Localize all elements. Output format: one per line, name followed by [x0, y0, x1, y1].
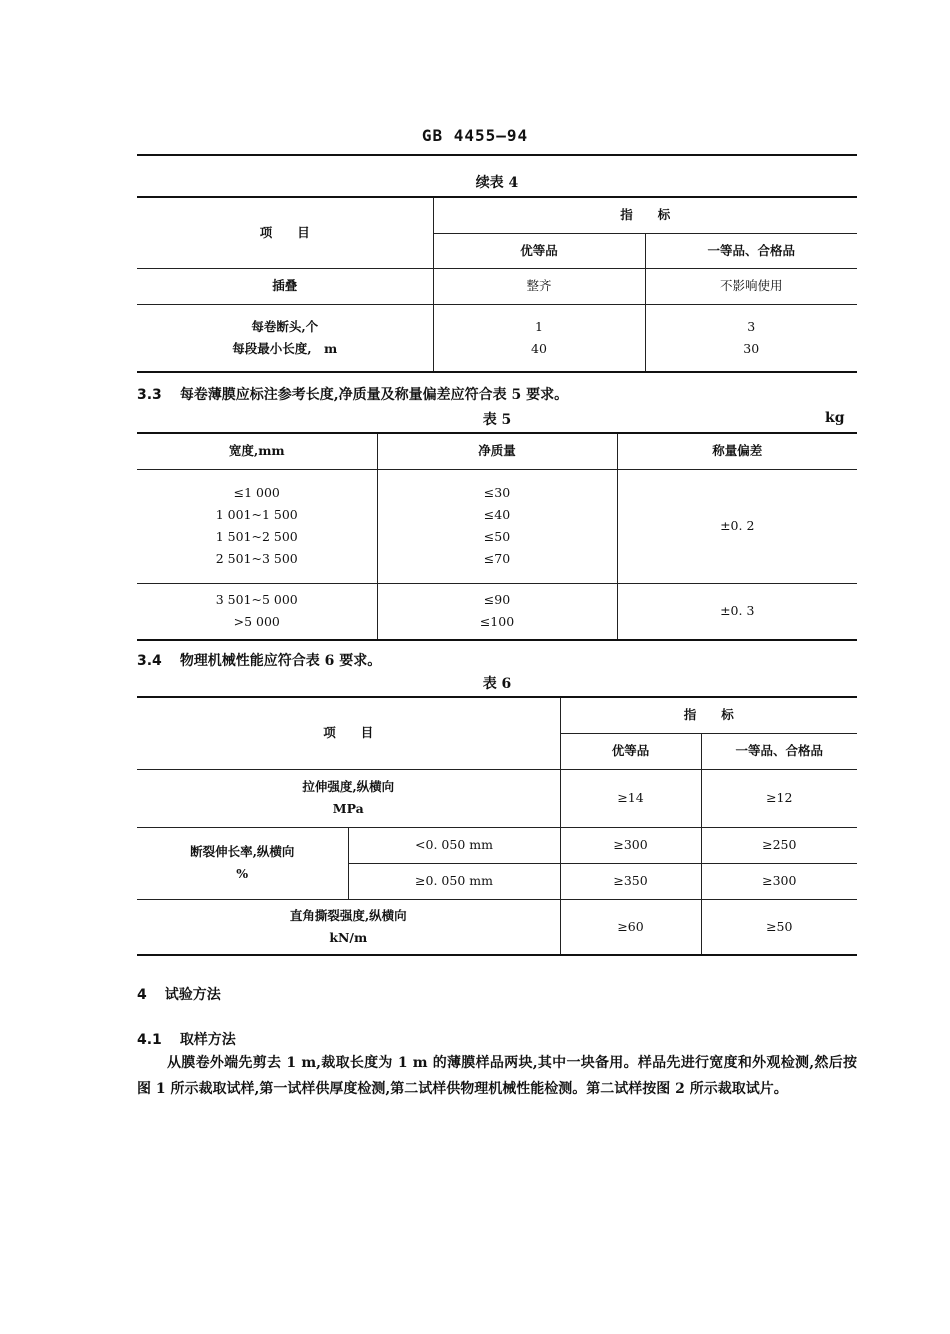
table5-group1-masses — [377, 469, 617, 583]
section-title: 试验方法 — [164, 987, 221, 1003]
table5-group1-dev: ±0. 2 — [617, 469, 857, 583]
section-4-1-paragraph: 从膜卷外端先剪去 1 m,裁取长度为 1 m 的薄膜样品两块,其中一块备用。样品先进行宽度和外观检测,然后按图 1 所示裁取试样,第一试样供厚度检测,第二试样供物理机械性能检测。第二试样按图 2 所示裁取试片。 — [137, 1055, 857, 1097]
table5-mass: ≤40 — [483, 507, 511, 522]
table4-row-g2: 不影响使用 — [645, 268, 857, 304]
table5-group2-widths — [137, 583, 377, 640]
table6-item-line: kN/m — [329, 929, 368, 945]
table6-tensile-g2: ≥12 — [701, 769, 857, 827]
table5-width: >5 000 — [233, 614, 280, 630]
table6-tensile-item — [137, 769, 560, 827]
table5-group2-dev: ±0. 3 — [617, 583, 857, 640]
table6-elongation-g2: ≥250 — [701, 827, 857, 863]
table6-tear-item — [137, 899, 560, 955]
table4-value: 30 — [743, 340, 760, 356]
table6-elongation-cond: <0. 050 mm — [348, 827, 560, 863]
section-text: 物理机械性能应符合表 6 要求。 — [179, 653, 382, 669]
table5-group2-masses — [377, 583, 617, 640]
section-number: 4.1 — [137, 1032, 162, 1048]
section-3-4 — [137, 650, 381, 670]
table4-row-item: 插叠 — [137, 268, 433, 304]
table5-col-dev: 称量偏差 — [617, 433, 857, 469]
table4-value: 1 — [535, 318, 543, 334]
table5-col-width: 宽度,mm — [137, 433, 377, 469]
table4-row-g1: 整齐 — [433, 268, 645, 304]
table4-col-item: 项 目 — [137, 197, 433, 268]
table6-col-item: 项 目 — [137, 697, 560, 769]
table5-mass: ≤70 — [483, 551, 511, 566]
table5-group1-widths — [137, 469, 377, 583]
table5-mass: ≤30 — [483, 485, 511, 500]
section-4-1 — [137, 1029, 236, 1049]
table4-item-line: 每卷断头,个 — [251, 318, 319, 334]
section-text: 每卷薄膜应标注参考长度,净质量及称量偏差应符合表 5 要求。 — [179, 387, 569, 403]
table5-width: 3 501~5 000 — [215, 592, 298, 608]
section-4 — [137, 984, 221, 1004]
table5-mass: ≤90 — [483, 592, 511, 608]
table4-row-g2 — [645, 304, 857, 372]
table5-width: 2 501~3 500 — [215, 551, 298, 566]
table4-row-item — [137, 304, 433, 372]
table6-item-line: 直角撕裂强度,纵横向 — [289, 907, 407, 923]
table6-elongation-item — [137, 827, 348, 899]
table5-width: 1 001~1 500 — [215, 507, 298, 522]
table6-tear-g2: ≥50 — [701, 899, 857, 955]
table5-mass: ≤50 — [483, 529, 511, 544]
table5-col-mass: 净质量 — [377, 433, 617, 469]
table6-elongation-g1: ≥350 — [560, 863, 701, 899]
section-number: 3.3 — [137, 387, 162, 403]
table6-col-grade2: 一等品、合格品 — [701, 733, 857, 769]
table4-row-g1 — [433, 304, 645, 372]
table4-col-grade1: 优等品 — [433, 233, 645, 268]
table5-unit: kg — [825, 410, 845, 426]
standard-code: GB 4455—94 — [421, 126, 529, 145]
table5-mass: ≤100 — [479, 614, 515, 630]
section-3-3 — [137, 384, 568, 404]
table6-elongation-g2: ≥300 — [701, 863, 857, 899]
section-number: 3.4 — [137, 653, 162, 669]
table6-tensile-g1: ≥14 — [560, 769, 701, 827]
table4-caption: 续表 4 — [475, 175, 519, 191]
table5-width: ≤1 000 — [233, 485, 280, 500]
table5-width: 1 501~2 500 — [215, 529, 298, 544]
table4-item-line: 每段最小长度, m — [232, 340, 338, 356]
table6-elongation-g1: ≥300 — [560, 827, 701, 863]
table5 — [137, 432, 857, 641]
header-rule — [137, 154, 857, 156]
table5-caption: 表 5 — [482, 412, 512, 428]
table4-value: 40 — [531, 340, 547, 356]
table6-col-grade1: 优等品 — [560, 733, 701, 769]
table6-item-line: % — [236, 866, 249, 881]
table6-tear-g1: ≥60 — [560, 899, 701, 955]
table4-value: 3 — [747, 318, 756, 334]
table6-col-index: 指 标 — [560, 697, 857, 733]
table6-item-line: 断裂伸长率,纵横向 — [190, 844, 295, 859]
table6-elongation-cond: ≥0. 050 mm — [348, 863, 560, 899]
table6-caption: 表 6 — [482, 676, 512, 692]
table6 — [137, 696, 857, 956]
table4 — [137, 196, 857, 373]
table4-col-index: 指 标 — [433, 197, 857, 233]
section-number: 4 — [137, 987, 147, 1003]
table4-col-grade2: 一等品、合格品 — [645, 233, 857, 268]
table6-item-line: 拉伸强度,纵横向 — [302, 779, 395, 794]
table6-item-line: MPa — [332, 801, 364, 816]
section-title: 取样方法 — [179, 1032, 236, 1048]
